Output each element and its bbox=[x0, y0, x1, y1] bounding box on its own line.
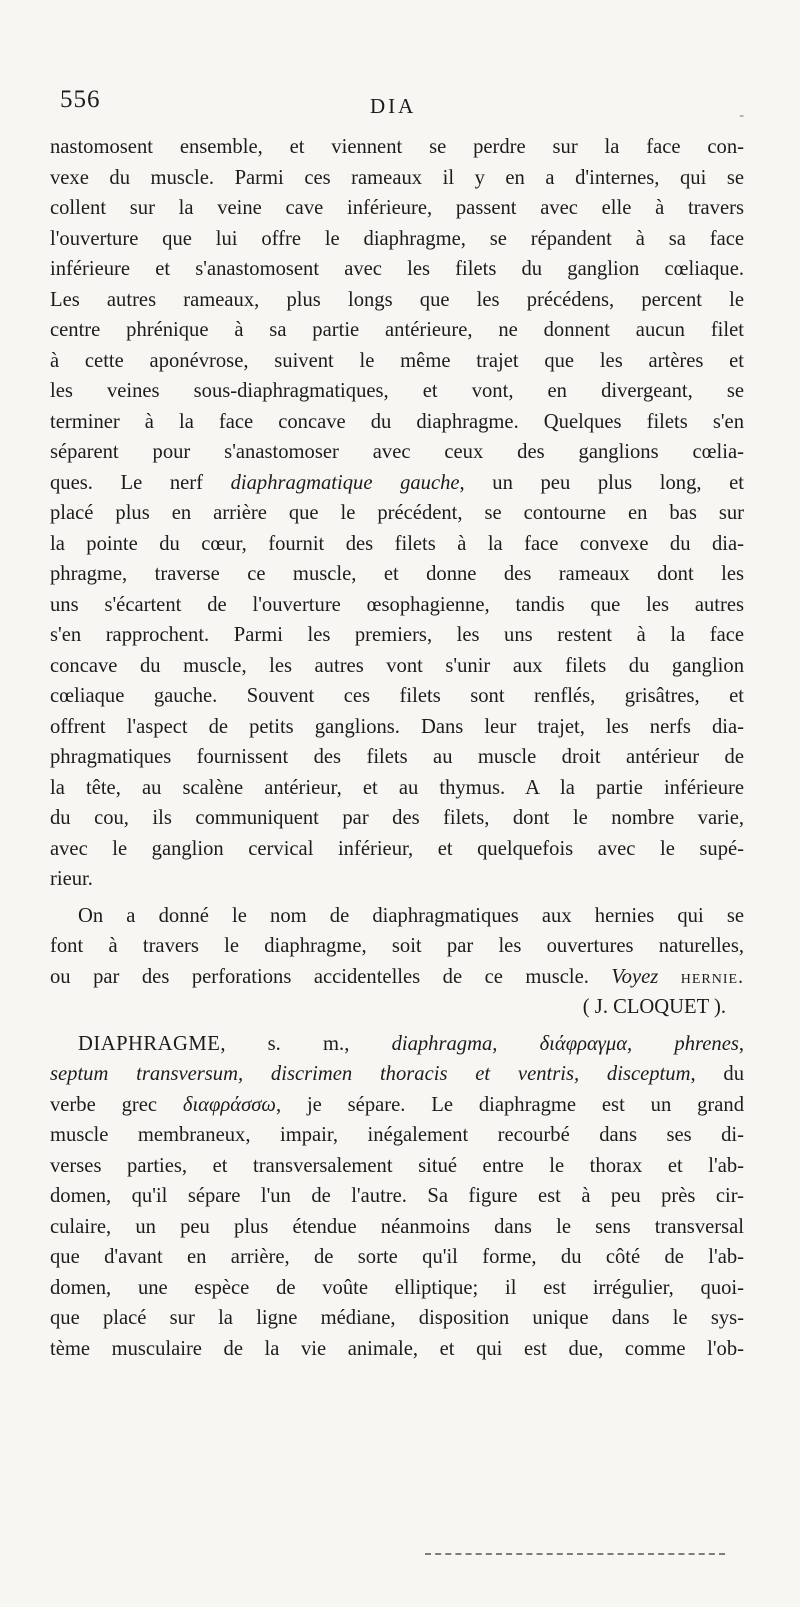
author-signature: ( J. CLOQUET ). bbox=[582, 996, 726, 1018]
text-line: placé plus en arrière que le précédent, se contourne en bas sur bbox=[50, 502, 744, 524]
text-line: phragmatiques fournissent des filets au muscle droit antérieur de bbox=[50, 746, 744, 768]
page-body bbox=[50, 132, 744, 1364]
text-run: ques. Le nerf bbox=[50, 471, 231, 494]
text-line: la tête, au scalène antérieur, et au thymus. A la partie inférieure bbox=[50, 776, 744, 799]
greek-term: , διάφραγμα, bbox=[492, 1032, 675, 1055]
text-line: vexe du muscle. Parmi ces rameaux il y en a d'internes, qui se bbox=[50, 166, 744, 189]
cross-reference-label: Voyez bbox=[611, 965, 659, 988]
entry-diaphragme bbox=[50, 1029, 744, 1365]
text-line: inférieure et s'anastomosent avec les filets du ganglion cœliaque. bbox=[50, 258, 744, 280]
paragraph-hernias bbox=[50, 901, 744, 1023]
running-head: DIA bbox=[370, 94, 417, 118]
text-line bbox=[50, 1090, 744, 1121]
page-header bbox=[60, 86, 750, 126]
text-line: du cou, ils communiquent par des filets, dont le nombre varie, bbox=[50, 807, 744, 829]
text-run: , bbox=[738, 1032, 745, 1055]
text-line: muscle membraneux, impair, inégalement recourbé dans ses di- bbox=[50, 1124, 744, 1146]
text-line: avec le ganglion cervical inférieur, et quelquefois avec le supé- bbox=[50, 837, 744, 860]
text-run: verbe grec bbox=[50, 1093, 183, 1116]
paragraph-phrenic-nerves bbox=[50, 132, 744, 895]
text-line: On a donné le nom de diaphragmatiques aux hernies qui se bbox=[78, 904, 744, 927]
corner-mark: - bbox=[739, 108, 744, 123]
text-line: s'en rapprochent. Parmi les premiers, les uns restent à la face bbox=[50, 624, 744, 646]
text-line: offrent l'aspect de petits ganglions. Dans leur trajet, les nerfs dia- bbox=[50, 715, 744, 738]
text-line: verses parties, et transversalement situé entre le thorax et l'ab- bbox=[50, 1154, 744, 1177]
text-line bbox=[50, 1059, 744, 1090]
text-line: l'ouverture que lui offre le diaphragme, se répandent à sa face bbox=[50, 227, 744, 250]
latin-term: phrenes bbox=[674, 1032, 739, 1055]
text-line: nastomosent ensemble, et viennent se perdre sur la face con- bbox=[50, 136, 744, 158]
text-run: , un peu plus long, et bbox=[459, 471, 745, 494]
text-line bbox=[50, 1029, 744, 1060]
text-run: , je sépare. Le diaphragme est un grand bbox=[275, 1093, 744, 1116]
cross-reference-target: hernie. bbox=[680, 966, 744, 988]
text-line: la pointe du cœur, fournit des filets à la face convexe du dia- bbox=[50, 532, 744, 555]
text-line: domen, une espèce de voûte elliptique; il est irrégulier, quoi- bbox=[50, 1276, 744, 1299]
text-line bbox=[50, 962, 744, 993]
text-run: ou par des perforations accidentelles de ce muscle. bbox=[50, 965, 612, 988]
text-line bbox=[50, 468, 744, 499]
text-run: , s. m., bbox=[220, 1032, 392, 1055]
text-line: terminer à la face concave du diaphragme. Quelques filets s'en bbox=[50, 410, 744, 433]
text-run: , du bbox=[690, 1063, 744, 1085]
text-line: collent sur la veine cave inférieure, passent avec elle à travers bbox=[50, 197, 744, 219]
bottom-bleed-rule bbox=[425, 1553, 725, 1555]
text-line: cœliaque gauche. Souvent ces filets sont renflés, grisâtres, et bbox=[50, 685, 744, 707]
text-line: uns s'écartent de l'ouverture œsophagienne, tandis que les autres bbox=[50, 593, 744, 616]
italic-term: diaphragmatique gauche bbox=[230, 471, 460, 494]
text-line: centre phrénique à sa partie antérieure, ne donnent aucun filet bbox=[50, 319, 744, 341]
text-line: concave du muscle, les autres vont s'unir aux filets du ganglion bbox=[50, 654, 744, 677]
latin-term: diaphragma bbox=[391, 1032, 493, 1055]
text-line: Les autres rameaux, plus longs que les précédens, percent le bbox=[50, 288, 744, 311]
text-line: phragme, traverse ce muscle, et donne des rameaux dont les bbox=[50, 563, 744, 585]
text-line: les veines sous-diaphragmatiques, et vont, en divergeant, se bbox=[50, 380, 744, 402]
entry-headword: DIAPHRAGME bbox=[78, 1032, 221, 1055]
page-number: 556 bbox=[60, 86, 101, 113]
text-line: rieur. bbox=[50, 868, 93, 890]
text-line: tème musculaire de la vie animale, et qui est due, comme l'ob- bbox=[50, 1337, 744, 1360]
text-line: séparent pour s'anastomoser avec ceux des ganglions cœlia- bbox=[50, 441, 744, 463]
text-line: que placé sur la ligne médiane, disposition unique dans le sys- bbox=[50, 1307, 744, 1329]
text-line: que d'avant en arrière, de sorte qu'il forme, du côté de l'ab- bbox=[50, 1246, 744, 1268]
text-line: à cette aponévrose, suivent le même trajet que les artères et bbox=[50, 349, 744, 372]
text-line: culaire, un peu plus étendue néanmoins dans le sens transversal bbox=[50, 1215, 744, 1238]
latin-synonyms: septum transversum, discrimen thoracis et ventris, disceptum bbox=[50, 1063, 691, 1085]
text-line: domen, qu'il sépare l'un de l'autre. Sa figure est à peu près cir- bbox=[50, 1185, 744, 1207]
text-line: font à travers le diaphragme, soit par les ouvertures naturelles, bbox=[50, 935, 744, 957]
greek-verb: διαφράσσω bbox=[182, 1093, 276, 1116]
